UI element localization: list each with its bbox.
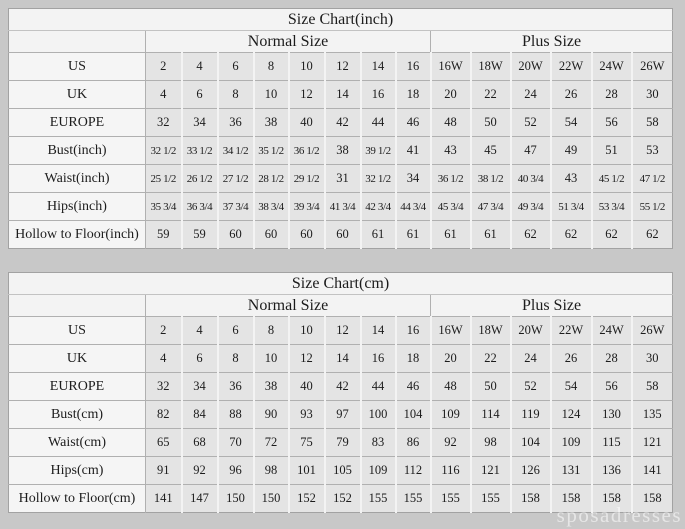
size-value-cell: 158	[511, 485, 551, 513]
table-row	[9, 109, 673, 137]
table-row	[9, 373, 673, 401]
size-value-cell: 88	[218, 401, 254, 429]
size-value-cell: 6	[182, 81, 218, 109]
table-title-row	[9, 9, 673, 31]
size-chart-cm-section	[8, 272, 672, 513]
size-value-cell: 18W	[471, 53, 511, 81]
size-value-cell: 115	[592, 429, 632, 457]
table-title: Size Chart(inch)	[287, 10, 394, 28]
size-value-cell: 98	[471, 429, 511, 457]
size-value-cell: 70	[218, 429, 254, 457]
size-value-cell: 6	[218, 317, 254, 345]
size-value-cell: 44 3/4	[396, 193, 431, 221]
size-value-cell: 2	[146, 53, 182, 81]
size-value-cell: 49	[551, 137, 592, 165]
size-value-cell: 35 1/2	[254, 137, 289, 165]
row-label: Waist(inch)	[9, 165, 146, 193]
table-row	[9, 457, 673, 485]
size-value-cell: 50	[471, 109, 511, 137]
size-value-cell: 93	[289, 401, 325, 429]
size-value-cell: 136	[592, 457, 632, 485]
size-value-cell: 33 1/2	[182, 137, 218, 165]
size-value-cell: 130	[592, 401, 632, 429]
size-value-cell: 4	[146, 81, 182, 109]
size-value-cell: 47	[511, 137, 551, 165]
size-value-cell: 37 3/4	[218, 193, 254, 221]
size-value-cell: 53	[632, 137, 673, 165]
size-value-cell: 18	[396, 345, 431, 373]
size-value-cell: 92	[431, 429, 471, 457]
size-value-cell: 16	[361, 81, 396, 109]
size-value-cell: 22W	[551, 317, 592, 345]
size-value-cell: 121	[632, 429, 673, 457]
row-label: UK	[9, 81, 146, 109]
size-value-cell: 12	[325, 53, 361, 81]
row-label: Bust(inch)	[9, 137, 146, 165]
size-value-cell: 36 1/2	[289, 137, 325, 165]
size-chart-cm-table	[8, 272, 673, 513]
size-value-cell: 28	[592, 81, 632, 109]
size-value-cell: 46	[396, 373, 431, 401]
size-value-cell: 8	[218, 81, 254, 109]
size-value-cell: 135	[632, 401, 673, 429]
size-value-cell: 47 3/4	[471, 193, 511, 221]
size-value-cell: 10	[254, 345, 289, 373]
row-label: Hips(inch)	[9, 193, 146, 221]
size-value-cell: 91	[146, 457, 182, 485]
size-value-cell: 141	[632, 457, 673, 485]
size-value-cell: 38	[254, 109, 289, 137]
size-value-cell: 55 1/2	[632, 193, 673, 221]
table-row	[9, 193, 673, 221]
size-value-cell: 116	[431, 457, 471, 485]
size-value-cell: 42	[325, 109, 361, 137]
size-value-cell: 6	[218, 53, 254, 81]
size-value-cell: 79	[325, 429, 361, 457]
size-value-cell: 105	[325, 457, 361, 485]
size-value-cell: 124	[551, 401, 592, 429]
size-value-cell: 10	[289, 53, 325, 81]
size-value-cell: 26	[551, 345, 592, 373]
size-value-cell: 56	[592, 109, 632, 137]
size-value-cell: 51	[592, 137, 632, 165]
size-value-cell: 52	[511, 109, 551, 137]
size-value-cell: 28	[592, 345, 632, 373]
plus-size-header: Plus Size	[431, 295, 673, 317]
size-value-cell: 60	[325, 221, 361, 249]
size-value-cell: 44	[361, 373, 396, 401]
corner-header-cell	[9, 31, 146, 53]
size-value-cell: 40	[289, 373, 325, 401]
size-value-cell: 31	[325, 165, 361, 193]
size-value-cell: 48	[431, 373, 471, 401]
size-value-cell: 35 3/4	[146, 193, 182, 221]
size-value-cell: 53 3/4	[592, 193, 632, 221]
size-value-cell: 59	[146, 221, 182, 249]
size-value-cell: 59	[182, 221, 218, 249]
size-value-cell: 109	[361, 457, 396, 485]
size-value-cell: 54	[551, 373, 592, 401]
size-value-cell: 61	[361, 221, 396, 249]
table-body	[9, 317, 673, 513]
size-value-cell: 56	[592, 373, 632, 401]
size-value-cell: 36	[218, 109, 254, 137]
size-value-cell: 10	[254, 81, 289, 109]
size-value-cell: 8	[254, 53, 289, 81]
size-value-cell: 26 1/2	[182, 165, 218, 193]
size-value-cell: 34	[182, 109, 218, 137]
size-value-cell: 28 1/2	[254, 165, 289, 193]
size-value-cell: 30	[632, 345, 673, 373]
size-value-cell: 34	[182, 373, 218, 401]
size-value-cell: 46	[396, 109, 431, 137]
size-value-cell: 20W	[511, 53, 551, 81]
size-value-cell: 147	[182, 485, 218, 513]
size-value-cell: 82	[146, 401, 182, 429]
size-value-cell: 14	[361, 53, 396, 81]
size-value-cell: 38 3/4	[254, 193, 289, 221]
size-value-cell: 49 3/4	[511, 193, 551, 221]
size-value-cell: 12	[325, 317, 361, 345]
size-value-cell: 60	[254, 221, 289, 249]
size-value-cell: 60	[289, 221, 325, 249]
size-value-cell: 41	[396, 137, 431, 165]
size-value-cell: 29 1/2	[289, 165, 325, 193]
row-label: Hollow to Floor(inch)	[9, 221, 146, 249]
size-value-cell: 114	[471, 401, 511, 429]
size-value-cell: 150	[218, 485, 254, 513]
size-value-cell: 16W	[431, 53, 471, 81]
size-value-cell: 24	[511, 81, 551, 109]
size-value-cell: 75	[289, 429, 325, 457]
size-value-cell: 30	[632, 81, 673, 109]
size-value-cell: 61	[471, 221, 511, 249]
size-value-cell: 104	[396, 401, 431, 429]
size-value-cell: 2	[146, 317, 182, 345]
size-value-cell: 26W	[632, 317, 673, 345]
size-value-cell: 51 3/4	[551, 193, 592, 221]
size-value-cell: 126	[511, 457, 551, 485]
size-value-cell: 84	[182, 401, 218, 429]
size-value-cell: 98	[254, 457, 289, 485]
table-row	[9, 429, 673, 457]
size-value-cell: 4	[182, 53, 218, 81]
size-value-cell: 16W	[431, 317, 471, 345]
size-value-cell: 20	[431, 345, 471, 373]
size-value-cell: 39 3/4	[289, 193, 325, 221]
size-value-cell: 8	[254, 317, 289, 345]
size-value-cell: 6	[182, 345, 218, 373]
size-value-cell: 34 1/2	[218, 137, 254, 165]
size-value-cell: 61	[431, 221, 471, 249]
size-chart-inch-section	[8, 8, 672, 249]
row-label: Waist(cm)	[9, 429, 146, 457]
size-value-cell: 40 3/4	[511, 165, 551, 193]
normal-size-header: Normal Size	[146, 295, 431, 317]
size-value-cell: 112	[396, 457, 431, 485]
size-value-cell: 121	[471, 457, 511, 485]
size-value-cell: 24W	[592, 317, 632, 345]
size-value-cell: 32 1/2	[146, 137, 182, 165]
size-value-cell: 65	[146, 429, 182, 457]
size-value-cell: 158	[592, 485, 632, 513]
table-row	[9, 317, 673, 345]
row-label: Hollow to Floor(cm)	[9, 485, 146, 513]
size-value-cell: 86	[396, 429, 431, 457]
size-value-cell: 104	[511, 429, 551, 457]
size-value-cell: 12	[289, 345, 325, 373]
size-value-cell: 152	[289, 485, 325, 513]
size-value-cell: 16	[396, 53, 431, 81]
size-value-cell: 62	[592, 221, 632, 249]
size-value-cell: 14	[325, 345, 361, 373]
size-value-cell: 4	[182, 317, 218, 345]
table-title: Size Chart(cm)	[291, 274, 390, 292]
normal-size-header: Normal Size	[146, 31, 431, 53]
size-value-cell: 54	[551, 109, 592, 137]
size-value-cell: 12	[289, 81, 325, 109]
watermark-text: sposadresses	[556, 503, 682, 527]
size-value-cell: 8	[218, 345, 254, 373]
table-row	[9, 137, 673, 165]
size-value-cell: 44	[361, 109, 396, 137]
size-value-cell: 45 1/2	[592, 165, 632, 193]
size-value-cell: 119	[511, 401, 551, 429]
row-label: UK	[9, 345, 146, 373]
size-value-cell: 62	[632, 221, 673, 249]
table-group-header-row	[9, 31, 673, 53]
size-value-cell: 42	[325, 373, 361, 401]
size-value-cell: 22W	[551, 53, 592, 81]
row-label: US	[9, 317, 146, 345]
size-value-cell: 18	[396, 81, 431, 109]
table-row	[9, 401, 673, 429]
size-value-cell: 22	[471, 345, 511, 373]
row-label: Hips(cm)	[9, 457, 146, 485]
size-value-cell: 42 3/4	[361, 193, 396, 221]
size-value-cell: 40	[289, 109, 325, 137]
size-value-cell: 155	[431, 485, 471, 513]
size-value-cell: 41 3/4	[325, 193, 361, 221]
size-value-cell: 152	[325, 485, 361, 513]
size-value-cell: 36 1/2	[431, 165, 471, 193]
size-value-cell: 39 1/2	[361, 137, 396, 165]
size-value-cell: 90	[254, 401, 289, 429]
size-value-cell: 100	[361, 401, 396, 429]
size-value-cell: 36	[218, 373, 254, 401]
size-value-cell: 32	[146, 373, 182, 401]
size-value-cell: 155	[361, 485, 396, 513]
size-value-cell: 61	[396, 221, 431, 249]
size-value-cell: 10	[289, 317, 325, 345]
size-value-cell: 14	[361, 317, 396, 345]
size-value-cell: 101	[289, 457, 325, 485]
size-value-cell: 131	[551, 457, 592, 485]
table-row	[9, 221, 673, 249]
size-value-cell: 34	[396, 165, 431, 193]
size-value-cell: 32	[146, 109, 182, 137]
table-title-row	[9, 273, 673, 295]
size-value-cell: 62	[511, 221, 551, 249]
size-value-cell: 22	[471, 81, 511, 109]
size-value-cell: 18W	[471, 317, 511, 345]
size-value-cell: 43	[431, 137, 471, 165]
size-value-cell: 158	[551, 485, 592, 513]
size-value-cell: 68	[182, 429, 218, 457]
size-value-cell: 43	[551, 165, 592, 193]
size-value-cell: 97	[325, 401, 361, 429]
table-row	[9, 81, 673, 109]
size-value-cell: 52	[511, 373, 551, 401]
size-value-cell: 20W	[511, 317, 551, 345]
size-value-cell: 38 1/2	[471, 165, 511, 193]
size-value-cell: 25 1/2	[146, 165, 182, 193]
size-value-cell: 26W	[632, 53, 673, 81]
size-value-cell: 36 3/4	[182, 193, 218, 221]
table-group-header-row	[9, 295, 673, 317]
corner-header-cell	[9, 295, 146, 317]
size-value-cell: 14	[325, 81, 361, 109]
size-value-cell: 150	[254, 485, 289, 513]
size-value-cell: 26	[551, 81, 592, 109]
size-value-cell: 83	[361, 429, 396, 457]
size-value-cell: 45 3/4	[431, 193, 471, 221]
size-value-cell: 20	[431, 81, 471, 109]
size-value-cell: 158	[632, 485, 673, 513]
size-value-cell: 92	[182, 457, 218, 485]
size-value-cell: 72	[254, 429, 289, 457]
size-value-cell: 155	[396, 485, 431, 513]
size-chart-inch-table	[8, 8, 673, 249]
size-value-cell: 38	[325, 137, 361, 165]
size-value-cell: 4	[146, 345, 182, 373]
size-value-cell: 16	[361, 345, 396, 373]
size-value-cell: 32 1/2	[361, 165, 396, 193]
table-row	[9, 345, 673, 373]
table-row	[9, 485, 673, 513]
size-value-cell: 48	[431, 109, 471, 137]
size-value-cell: 16	[396, 317, 431, 345]
row-label: EUROPE	[9, 373, 146, 401]
table-body	[9, 53, 673, 249]
size-value-cell: 58	[632, 373, 673, 401]
size-value-cell: 45	[471, 137, 511, 165]
row-label: US	[9, 53, 146, 81]
table-row	[9, 165, 673, 193]
size-value-cell: 60	[218, 221, 254, 249]
size-value-cell: 109	[551, 429, 592, 457]
size-value-cell: 58	[632, 109, 673, 137]
size-value-cell: 24W	[592, 53, 632, 81]
size-value-cell: 38	[254, 373, 289, 401]
plus-size-header: Plus Size	[431, 31, 673, 53]
size-value-cell: 109	[431, 401, 471, 429]
table-row	[9, 53, 673, 81]
size-value-cell: 96	[218, 457, 254, 485]
row-label: Bust(cm)	[9, 401, 146, 429]
size-value-cell: 27 1/2	[218, 165, 254, 193]
size-value-cell: 62	[551, 221, 592, 249]
row-label: EUROPE	[9, 109, 146, 137]
size-value-cell: 24	[511, 345, 551, 373]
size-value-cell: 155	[471, 485, 511, 513]
size-value-cell: 141	[146, 485, 182, 513]
size-value-cell: 50	[471, 373, 511, 401]
size-value-cell: 47 1/2	[632, 165, 673, 193]
